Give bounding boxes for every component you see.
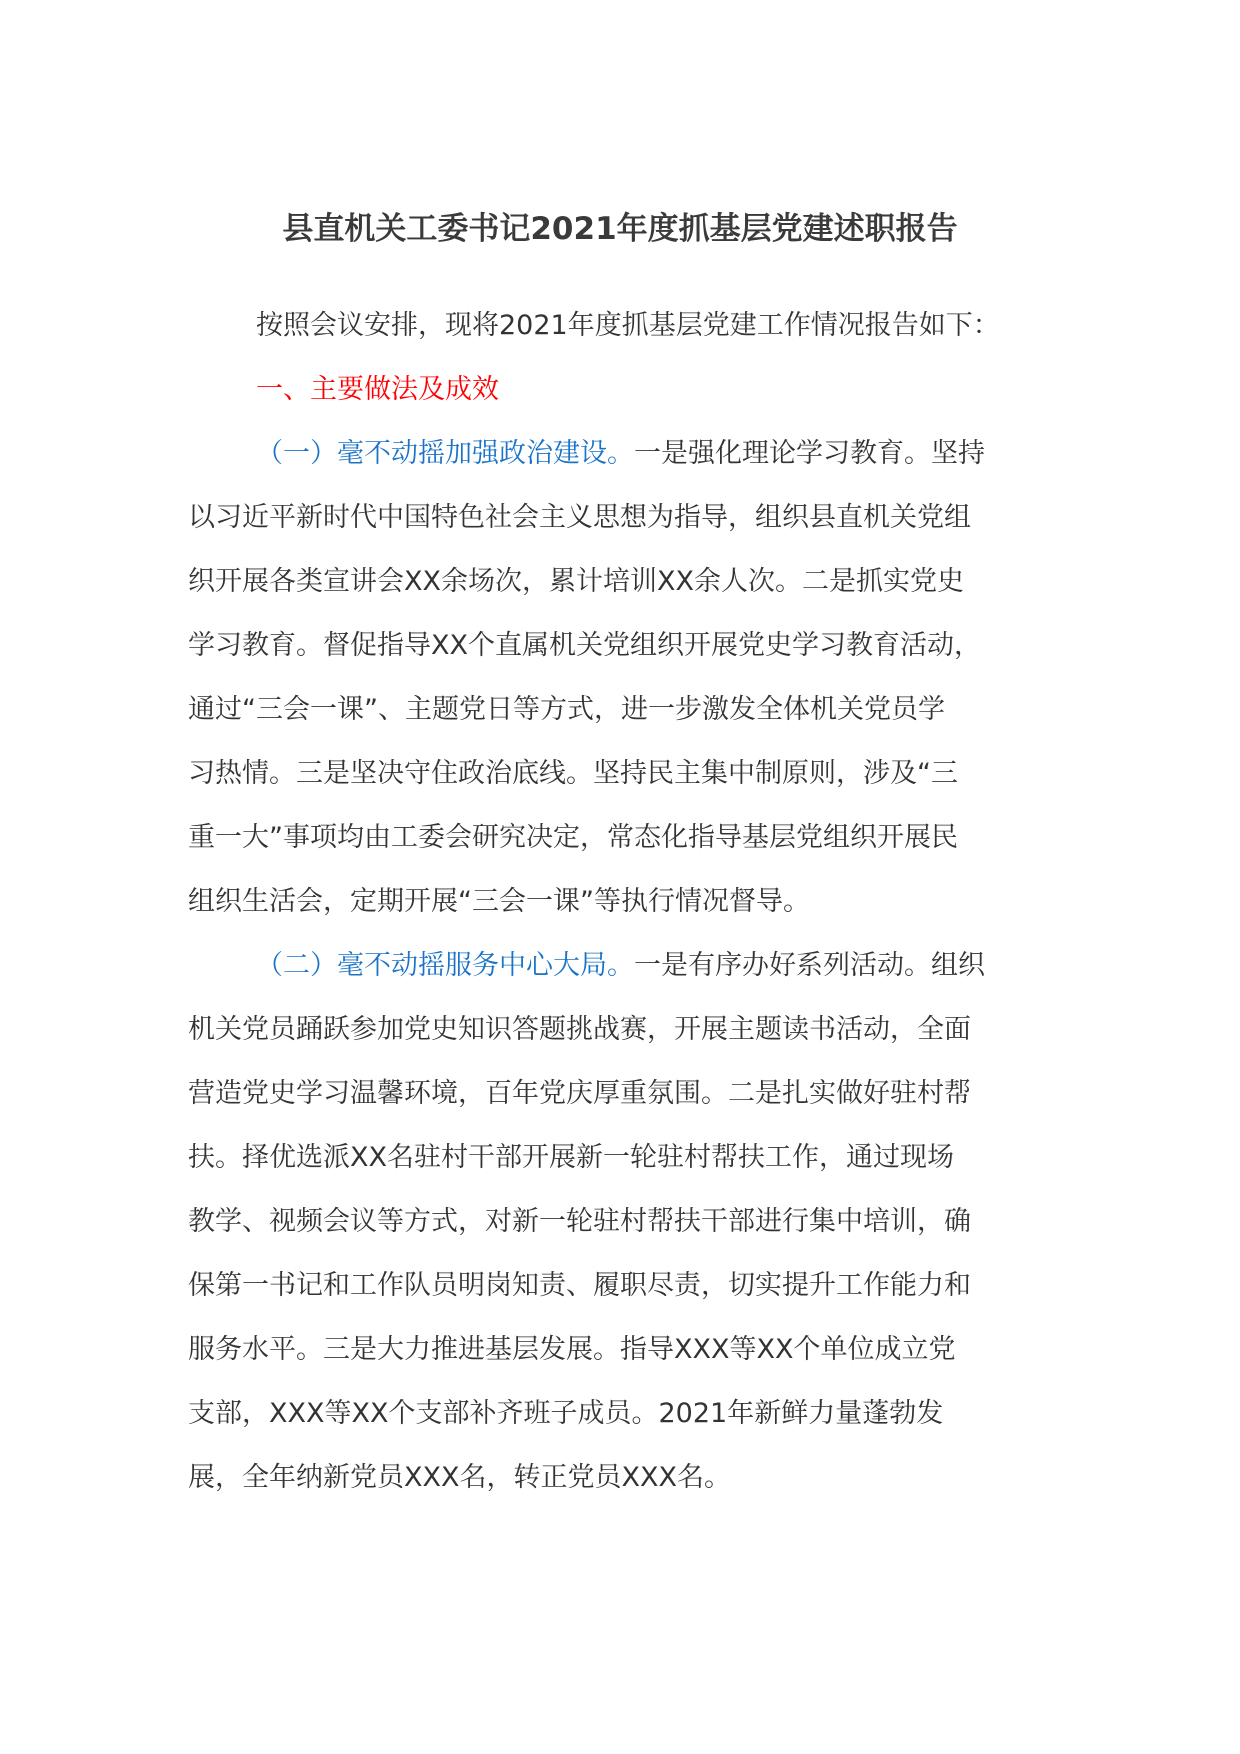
part2-line: 支部，XXX等XX个支部补齐班子成员。2021年新鲜力量蓬勃发 <box>188 1398 944 1429</box>
part2-line: 营造党史学习温馨环境，百年党庆厚重氛围。二是扎实做好驻村帮 <box>188 1078 971 1109</box>
part2-heading: （二）毫不动摇服务中心大局。 <box>256 950 634 981</box>
part1-line: 重一大”事项均由工委会研究决定，常态化指导基层党组织开展民 <box>188 822 958 853</box>
part2-line: 保第一书记和工作队员明岗知责、履职尽责，切实提升工作能力和 <box>188 1270 971 1301</box>
part2-line-text: 一是有序办好系列活动。组织 <box>634 950 985 981</box>
part1-line-text: 一是强化理论学习教育。坚持 <box>634 438 985 469</box>
part1-first-line <box>256 434 985 474</box>
part1-line: 通过“三会一课”、主题党日等方式，进一步激发全体机关党员学 <box>188 694 945 725</box>
part2-line: 教学、视频会议等方式，对新一轮驻村帮扶干部进行集中培训，确 <box>188 1206 971 1237</box>
part1-line: 以习近平新时代中国特色社会主义思想为指导，组织县直机关党组 <box>188 502 971 533</box>
section-heading-main-practices: 一、主要做法及成效 <box>256 374 499 405</box>
part2-line: 机关党员踊跃参加党史知识答题挑战赛，开展主题读书活动，全面 <box>188 1014 971 1045</box>
part2-first-line <box>256 946 985 986</box>
part2-line: 扶。择优选派XX名驻村干部开展新一轮驻村帮扶工作，通过现场 <box>188 1142 954 1173</box>
part1-line: 学习教育。督促指导XX个直属机关党组织开展党史学习教育活动， <box>188 630 981 661</box>
intro-paragraph: 按照会议安排，现将2021年度抓基层党建工作情况报告如下： <box>256 310 1000 341</box>
part1-line: 习热情。三是坚决守住政治底线。坚持民主集中制原则，涉及“三 <box>188 758 958 789</box>
part2-line: 展，全年纳新党员XXX名，转正党员XXX名。 <box>188 1462 731 1493</box>
part1-line: 组织生活会，定期开展“三会一课”等执行情况督导。 <box>188 886 810 917</box>
part2-line: 服务水平。三是大力推进基层发展。指导XXX等XX个单位成立党 <box>188 1334 956 1365</box>
part1-heading: （一）毫不动摇加强政治建设。 <box>256 438 634 469</box>
part1-line: 织开展各类宣讲会XX余场次，累计培训XX余人次。二是抓实党史 <box>188 566 964 597</box>
document-title: 县直机关工委书记2021年度抓基层党建述职报告 <box>282 211 958 247</box>
